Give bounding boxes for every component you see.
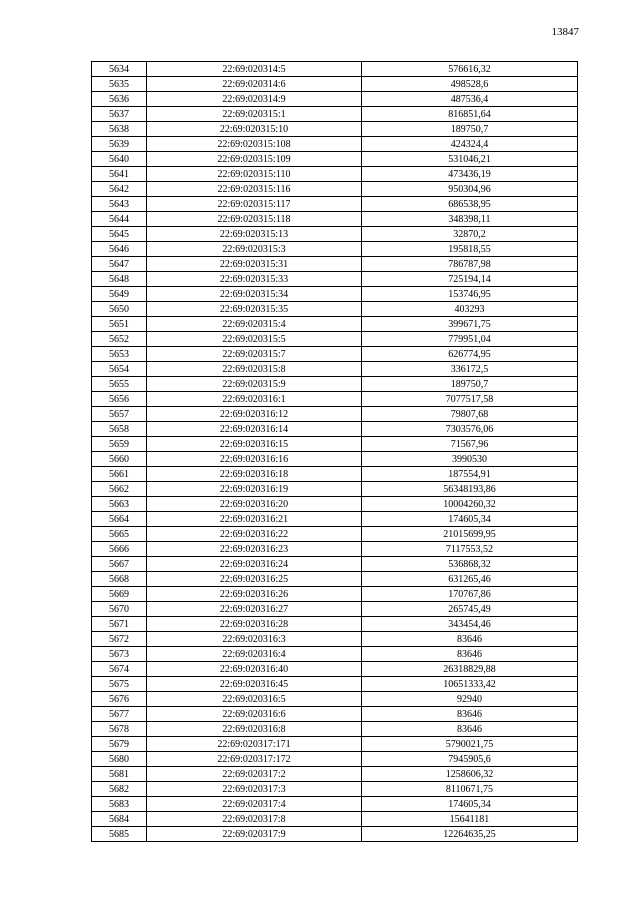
cadastral-number-cell: 22:69:020315:117 [147,197,362,212]
table-row [92,692,578,707]
cadastral-number-cell: 22:69:020315:116 [147,182,362,197]
table-row [92,767,578,782]
row-number-cell: 5662 [92,482,147,497]
cadastral-value-cell: 174605,34 [362,797,578,812]
cadastral-value-cell: 83646 [362,647,578,662]
cadastral-value-cell: 26318829,88 [362,662,578,677]
cadastral-number-cell: 22:69:020314:9 [147,92,362,107]
table-row [92,407,578,422]
cadastral-number-cell: 22:69:020317:9 [147,827,362,842]
cadastral-value-cell: 498528,6 [362,77,578,92]
cadastral-value-cell: 174605,34 [362,512,578,527]
table-row [92,512,578,527]
cadastral-number-cell: 22:69:020315:34 [147,287,362,302]
row-number-cell: 5678 [92,722,147,737]
cadastral-value-cell: 536868,32 [362,557,578,572]
cadastral-value-cell: 343454,46 [362,617,578,632]
cadastral-value-cell: 531046,21 [362,152,578,167]
table-row [92,482,578,497]
cadastral-number-cell: 22:69:020315:10 [147,122,362,137]
cadastral-value-cell: 3990530 [362,452,578,467]
cadastral-value-cell: 7303576,06 [362,422,578,437]
cadastral-number-cell: 22:69:020316:18 [147,467,362,482]
cadastral-value-cell: 403293 [362,302,578,317]
cadastral-value-cell: 7077517,58 [362,392,578,407]
row-number-cell: 5651 [92,317,147,332]
table-row [92,197,578,212]
cadastral-number-cell: 22:69:020315:5 [147,332,362,347]
row-number-cell: 5661 [92,467,147,482]
table-row [92,212,578,227]
cadastral-value-cell: 32870,2 [362,227,578,242]
cadastral-number-cell: 22:69:020316:8 [147,722,362,737]
table-row [92,152,578,167]
table-row [92,632,578,647]
cadastral-value-cell: 473436,19 [362,167,578,182]
row-number-cell: 5663 [92,497,147,512]
cadastral-number-cell: 22:69:020315:13 [147,227,362,242]
table-row [92,782,578,797]
row-number-cell: 5669 [92,587,147,602]
cadastral-number-cell: 22:69:020316:21 [147,512,362,527]
table-row [92,722,578,737]
row-number-cell: 5638 [92,122,147,137]
cadastral-number-cell: 22:69:020315:4 [147,317,362,332]
cadastral-value-cell: 626774,95 [362,347,578,362]
table-row [92,647,578,662]
row-number-cell: 5671 [92,617,147,632]
table-row [92,497,578,512]
cadastral-value-cell: 1258606,32 [362,767,578,782]
table-row [92,587,578,602]
table-row [92,467,578,482]
table-row [92,422,578,437]
row-number-cell: 5657 [92,407,147,422]
cadastral-value-cell: 725194,14 [362,272,578,287]
cadastral-value-cell: 71567,96 [362,437,578,452]
row-number-cell: 5658 [92,422,147,437]
row-number-cell: 5646 [92,242,147,257]
table-row [92,182,578,197]
cadastral-number-cell: 22:69:020316:28 [147,617,362,632]
table-row [92,167,578,182]
cadastral-number-cell: 22:69:020315:35 [147,302,362,317]
row-number-cell: 5672 [92,632,147,647]
row-number-cell: 5653 [92,347,147,362]
cadastral-number-cell: 22:69:020316:45 [147,677,362,692]
cadastral-value-cell: 399671,75 [362,317,578,332]
cadastral-value-cell: 83646 [362,632,578,647]
cadastral-number-cell: 22:69:020316:40 [147,662,362,677]
cadastral-value-cell: 816851,64 [362,107,578,122]
table-row [92,257,578,272]
cadastral-number-cell: 22:69:020316:16 [147,452,362,467]
row-number-cell: 5650 [92,302,147,317]
row-number-cell: 5642 [92,182,147,197]
row-number-cell: 5636 [92,92,147,107]
row-number-cell: 5664 [92,512,147,527]
row-number-cell: 5677 [92,707,147,722]
row-number-cell: 5668 [92,572,147,587]
cadastral-number-cell: 22:69:020315:3 [147,242,362,257]
cadastral-value-cell: 12264635,25 [362,827,578,842]
cadastral-number-cell: 22:69:020315:9 [147,377,362,392]
cadastral-number-cell: 22:69:020316:3 [147,632,362,647]
table-row [92,347,578,362]
row-number-cell: 5682 [92,782,147,797]
row-number-cell: 5639 [92,137,147,152]
row-number-cell: 5685 [92,827,147,842]
cadastral-number-cell: 22:69:020315:109 [147,152,362,167]
cadastral-number-cell: 22:69:020316:26 [147,587,362,602]
cadastral-value-cell: 189750,7 [362,377,578,392]
table-row [92,272,578,287]
cadastral-value-cell: 686538,95 [362,197,578,212]
table-row [92,557,578,572]
row-number-cell: 5683 [92,797,147,812]
cadastral-value-cell: 187554,91 [362,467,578,482]
row-number-cell: 5665 [92,527,147,542]
table-row [92,437,578,452]
cadastral-value-cell: 170767,86 [362,587,578,602]
table-row [92,332,578,347]
cadastral-value-cell: 576616,32 [362,62,578,77]
cadastral-value-cell: 10004260,32 [362,497,578,512]
cadastral-number-cell: 22:69:020315:118 [147,212,362,227]
cadastral-number-cell: 22:69:020316:19 [147,482,362,497]
cadastral-number-cell: 22:69:020314:6 [147,77,362,92]
cadastral-number-cell: 22:69:020316:22 [147,527,362,542]
cadastral-number-cell: 22:69:020316:12 [147,407,362,422]
table-row [92,392,578,407]
table-row [92,92,578,107]
row-number-cell: 5666 [92,542,147,557]
cadastral-value-cell: 79807,68 [362,407,578,422]
cadastral-number-cell: 22:69:020315:1 [147,107,362,122]
cadastral-value-cell: 487536,4 [362,92,578,107]
cadastral-number-cell: 22:69:020316:27 [147,602,362,617]
cadastral-number-cell: 22:69:020317:4 [147,797,362,812]
row-number-cell: 5644 [92,212,147,227]
row-number-cell: 5649 [92,287,147,302]
row-number-cell: 5654 [92,362,147,377]
cadastral-value-cell: 950304,96 [362,182,578,197]
row-number-cell: 5679 [92,737,147,752]
row-number-cell: 5641 [92,167,147,182]
table-row [92,752,578,767]
row-number-cell: 5656 [92,392,147,407]
table-row [92,137,578,152]
cadastral-value-cell: 631265,46 [362,572,578,587]
row-number-cell: 5684 [92,812,147,827]
cadastral-value-cell: 336172,5 [362,362,578,377]
cadastral-value-cell: 8110671,75 [362,782,578,797]
cadastral-number-cell: 22:69:020316:24 [147,557,362,572]
row-number-cell: 5640 [92,152,147,167]
cadastral-number-cell: 22:69:020317:172 [147,752,362,767]
row-number-cell: 5676 [92,692,147,707]
cadastral-value-cell: 189750,7 [362,122,578,137]
table-body [92,62,578,842]
table-row [92,317,578,332]
table-row [92,827,578,842]
table-row [92,62,578,77]
row-number-cell: 5647 [92,257,147,272]
cadastral-number-cell: 22:69:020315:31 [147,257,362,272]
row-number-cell: 5634 [92,62,147,77]
cadastral-number-cell: 22:69:020316:14 [147,422,362,437]
table-row [92,677,578,692]
table-row [92,242,578,257]
cadastral-value-cell: 153746,95 [362,287,578,302]
cadastral-number-cell: 22:69:020317:3 [147,782,362,797]
cadastral-value-cell: 56348193,86 [362,482,578,497]
row-number-cell: 5655 [92,377,147,392]
cadastral-number-cell: 22:69:020314:5 [147,62,362,77]
cadastral-number-cell: 22:69:020315:7 [147,347,362,362]
table-row [92,617,578,632]
table-row [92,662,578,677]
table-row [92,572,578,587]
table-row [92,287,578,302]
table-row [92,107,578,122]
cadastral-value-cell: 21015699,95 [362,527,578,542]
cadastral-number-cell: 22:69:020317:8 [147,812,362,827]
cadastral-value-cell: 83646 [362,722,578,737]
row-number-cell: 5667 [92,557,147,572]
table-row [92,227,578,242]
row-number-cell: 5652 [92,332,147,347]
cadastral-number-cell: 22:69:020315:108 [147,137,362,152]
table-row [92,542,578,557]
row-number-cell: 5681 [92,767,147,782]
cadastral-value-cell: 5790021,75 [362,737,578,752]
table-row [92,302,578,317]
cadastral-number-cell: 22:69:020316:25 [147,572,362,587]
row-number-cell: 5674 [92,662,147,677]
cadastral-value-cell: 424324,4 [362,137,578,152]
cadastral-value-table [91,61,578,842]
row-number-cell: 5637 [92,107,147,122]
table-row [92,797,578,812]
table-row [92,377,578,392]
row-number-cell: 5680 [92,752,147,767]
cadastral-value-cell: 7117553,52 [362,542,578,557]
cadastral-value-cell: 786787,98 [362,257,578,272]
cadastral-value-cell: 348398,11 [362,212,578,227]
table-row [92,452,578,467]
table-row [92,527,578,542]
row-number-cell: 5648 [92,272,147,287]
table-row [92,812,578,827]
row-number-cell: 5659 [92,437,147,452]
page-number: 13847 [551,26,579,38]
row-number-cell: 5675 [92,677,147,692]
cadastral-number-cell: 22:69:020315:33 [147,272,362,287]
cadastral-number-cell: 22:69:020316:4 [147,647,362,662]
row-number-cell: 5660 [92,452,147,467]
cadastral-value-cell: 779951,04 [362,332,578,347]
cadastral-value-cell: 7945905,6 [362,752,578,767]
cadastral-value-cell: 265745,49 [362,602,578,617]
table-row [92,602,578,617]
cadastral-value-cell: 92940 [362,692,578,707]
cadastral-number-cell: 22:69:020317:2 [147,767,362,782]
cadastral-number-cell: 22:69:020316:5 [147,692,362,707]
row-number-cell: 5645 [92,227,147,242]
table-row [92,77,578,92]
table-row [92,737,578,752]
cadastral-value-cell: 83646 [362,707,578,722]
cadastral-number-cell: 22:69:020317:171 [147,737,362,752]
cadastral-number-cell: 22:69:020316:15 [147,437,362,452]
row-number-cell: 5673 [92,647,147,662]
cadastral-value-cell: 10651333,42 [362,677,578,692]
cadastral-value-cell: 15641181 [362,812,578,827]
cadastral-number-cell: 22:69:020316:20 [147,497,362,512]
cadastral-number-cell: 22:69:020316:6 [147,707,362,722]
cadastral-number-cell: 22:69:020316:1 [147,392,362,407]
cadastral-number-cell: 22:69:020315:8 [147,362,362,377]
cadastral-number-cell: 22:69:020316:23 [147,542,362,557]
table-row [92,362,578,377]
table-row [92,122,578,137]
cadastral-value-cell: 195818,55 [362,242,578,257]
row-number-cell: 5635 [92,77,147,92]
row-number-cell: 5670 [92,602,147,617]
row-number-cell: 5643 [92,197,147,212]
table-row [92,707,578,722]
cadastral-number-cell: 22:69:020315:110 [147,167,362,182]
